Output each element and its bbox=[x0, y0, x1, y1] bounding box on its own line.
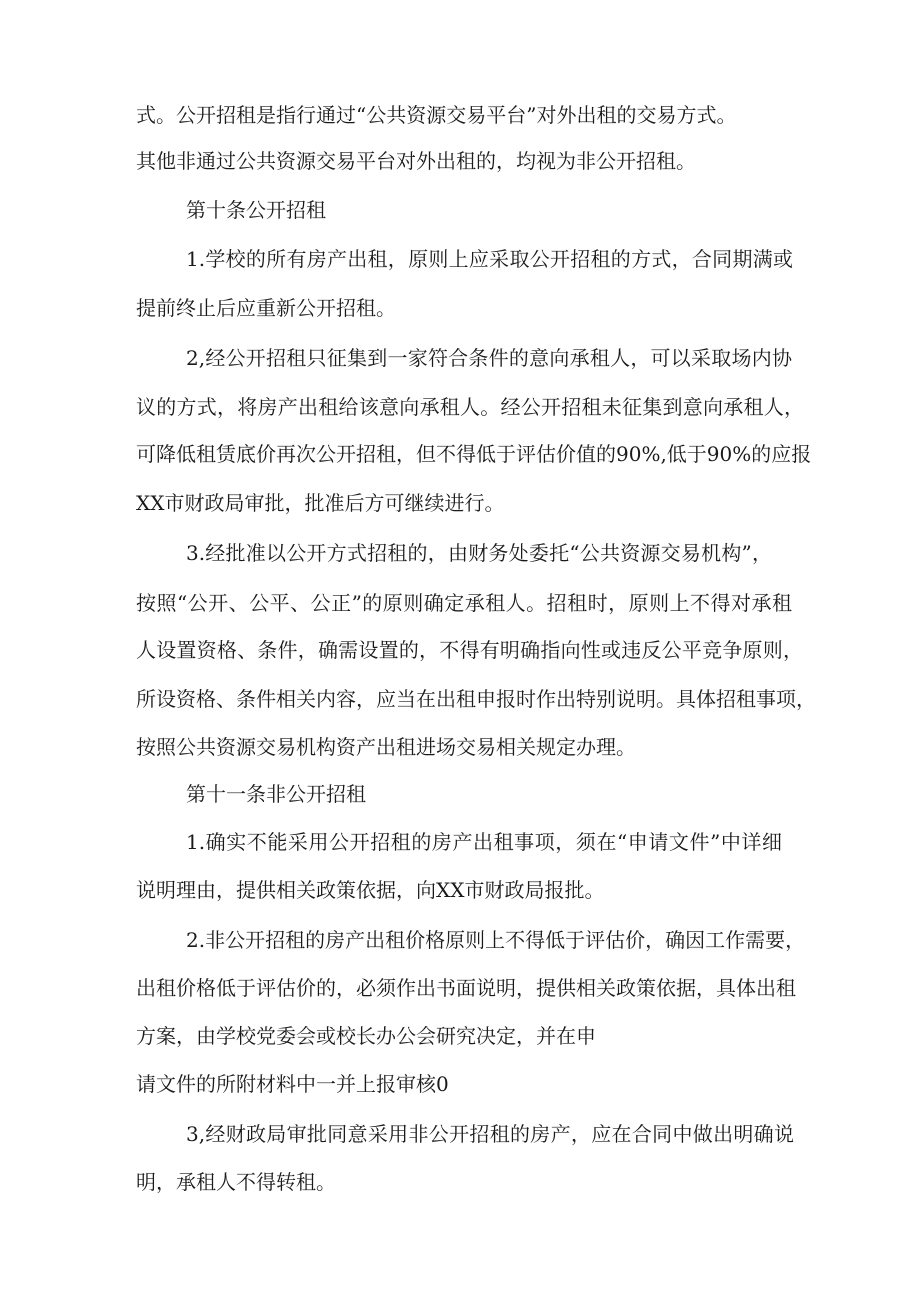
text-line-9: XX市财政局审批，批准后方可继续进行。 bbox=[136, 491, 505, 515]
text-line-4: 1.学校的所有房产出租，原则上应采取公开招租的方式，合同期满或 bbox=[186, 247, 793, 271]
text-line-6: 2,经公开招租只征集到一家符合条件的意向承租人，可以采取场内协 bbox=[186, 346, 792, 370]
text-line-20: 方案，由学校党委会或校长办公会研究决定，并在申 bbox=[136, 1024, 596, 1048]
text-line-19: 出租价格低于评估价的，必须作出书面说明，提供相关政策依据，具体出租 bbox=[136, 976, 796, 1000]
text-line-14: 按照公共资源交易机构资产出租进场交易相关规定办理。 bbox=[136, 735, 636, 759]
text-line-5: 提前终止后应重新公开招租。 bbox=[136, 296, 396, 320]
text-line-2: 其他非通过公共资源交易平台对外出租的，均视为非公开招租。 bbox=[136, 149, 696, 173]
text-line-16: 1.确实不能采用公开招租的房产出租事项，须在“申请文件”中详细 bbox=[186, 830, 782, 854]
text-line-7: 议的方式，将房产出租给该意向承租人。经公开招租未征集到意向承租人， bbox=[136, 395, 804, 419]
text-line-11: 按照“公开、公平、公正”的原则确定承租人。招租时，原则上不得对承租 bbox=[136, 591, 792, 615]
text-line-10: 3.经批准以公开方式招租的，由财务处委托“公共资源交易机构”， bbox=[186, 541, 772, 565]
text-line-22: 3,经财政局审批同意采用非公开招租的房产，应在合同中做出明确说 bbox=[186, 1122, 794, 1146]
text-line-21: 请文件的所附材料中一并上报审核0 bbox=[136, 1072, 449, 1096]
text-line-23: 明，承租人不得转租。 bbox=[136, 1170, 336, 1194]
text-line-8: 可降低租赁底价再次公开招租，但不得低于评估价值的90%,低于90%的应报 bbox=[136, 442, 812, 466]
text-line-18: 2.非公开招租的房产出租价格原则上不得低于评估价，确因工作需要， bbox=[186, 928, 806, 952]
text-line-1: 式。公开招租是指行通过“公共资源交易平台”对外出租的交易方式。 bbox=[136, 103, 737, 127]
text-line-12: 人设置资格、条件，确需设置的，不得有明确指向性或违反公平竞争原则， bbox=[136, 638, 803, 662]
text-line-13: 所设资格、条件相关内容，应当在出租申报时作出特别说明。具体招租事项， bbox=[136, 687, 816, 711]
article-10-heading: 第十条公开招租 bbox=[186, 198, 326, 222]
article-11-heading: 第十一条非公开招租 bbox=[186, 782, 366, 806]
text-line-17: 说明理由，提供相关政策依据，向XX市财政局报批。 bbox=[136, 878, 605, 902]
